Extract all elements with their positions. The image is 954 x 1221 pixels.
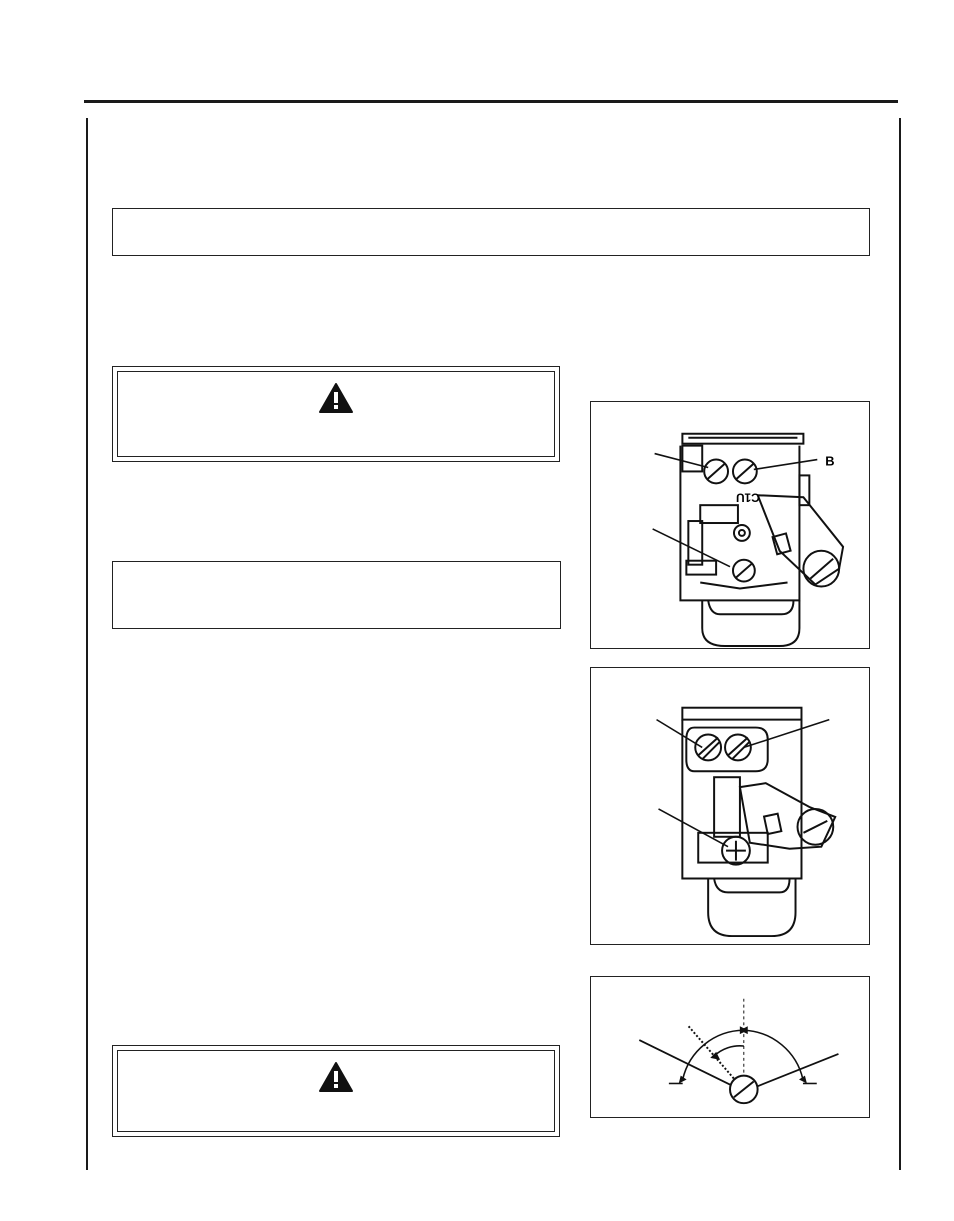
figure-adjustment-angle	[590, 976, 870, 1118]
warning-box-2	[112, 1045, 560, 1137]
label-b: B	[825, 453, 835, 469]
note-box-wide	[112, 208, 870, 256]
warning-triangle-icon	[318, 1061, 354, 1093]
warning-triangle-icon	[318, 382, 354, 414]
left-margin-rule	[86, 118, 88, 1170]
warning-box-1	[112, 366, 560, 462]
right-margin-rule	[899, 118, 901, 1170]
figure-carburetor-1	[590, 401, 870, 649]
carburetor-drawing-2	[591, 668, 869, 944]
top-rule	[84, 100, 898, 103]
body-marking: C1U	[735, 490, 760, 505]
carburetor-drawing-1	[591, 402, 869, 648]
angle-diagram	[591, 977, 869, 1117]
figure-carburetor-2	[590, 667, 870, 945]
note-box-2	[112, 561, 561, 629]
